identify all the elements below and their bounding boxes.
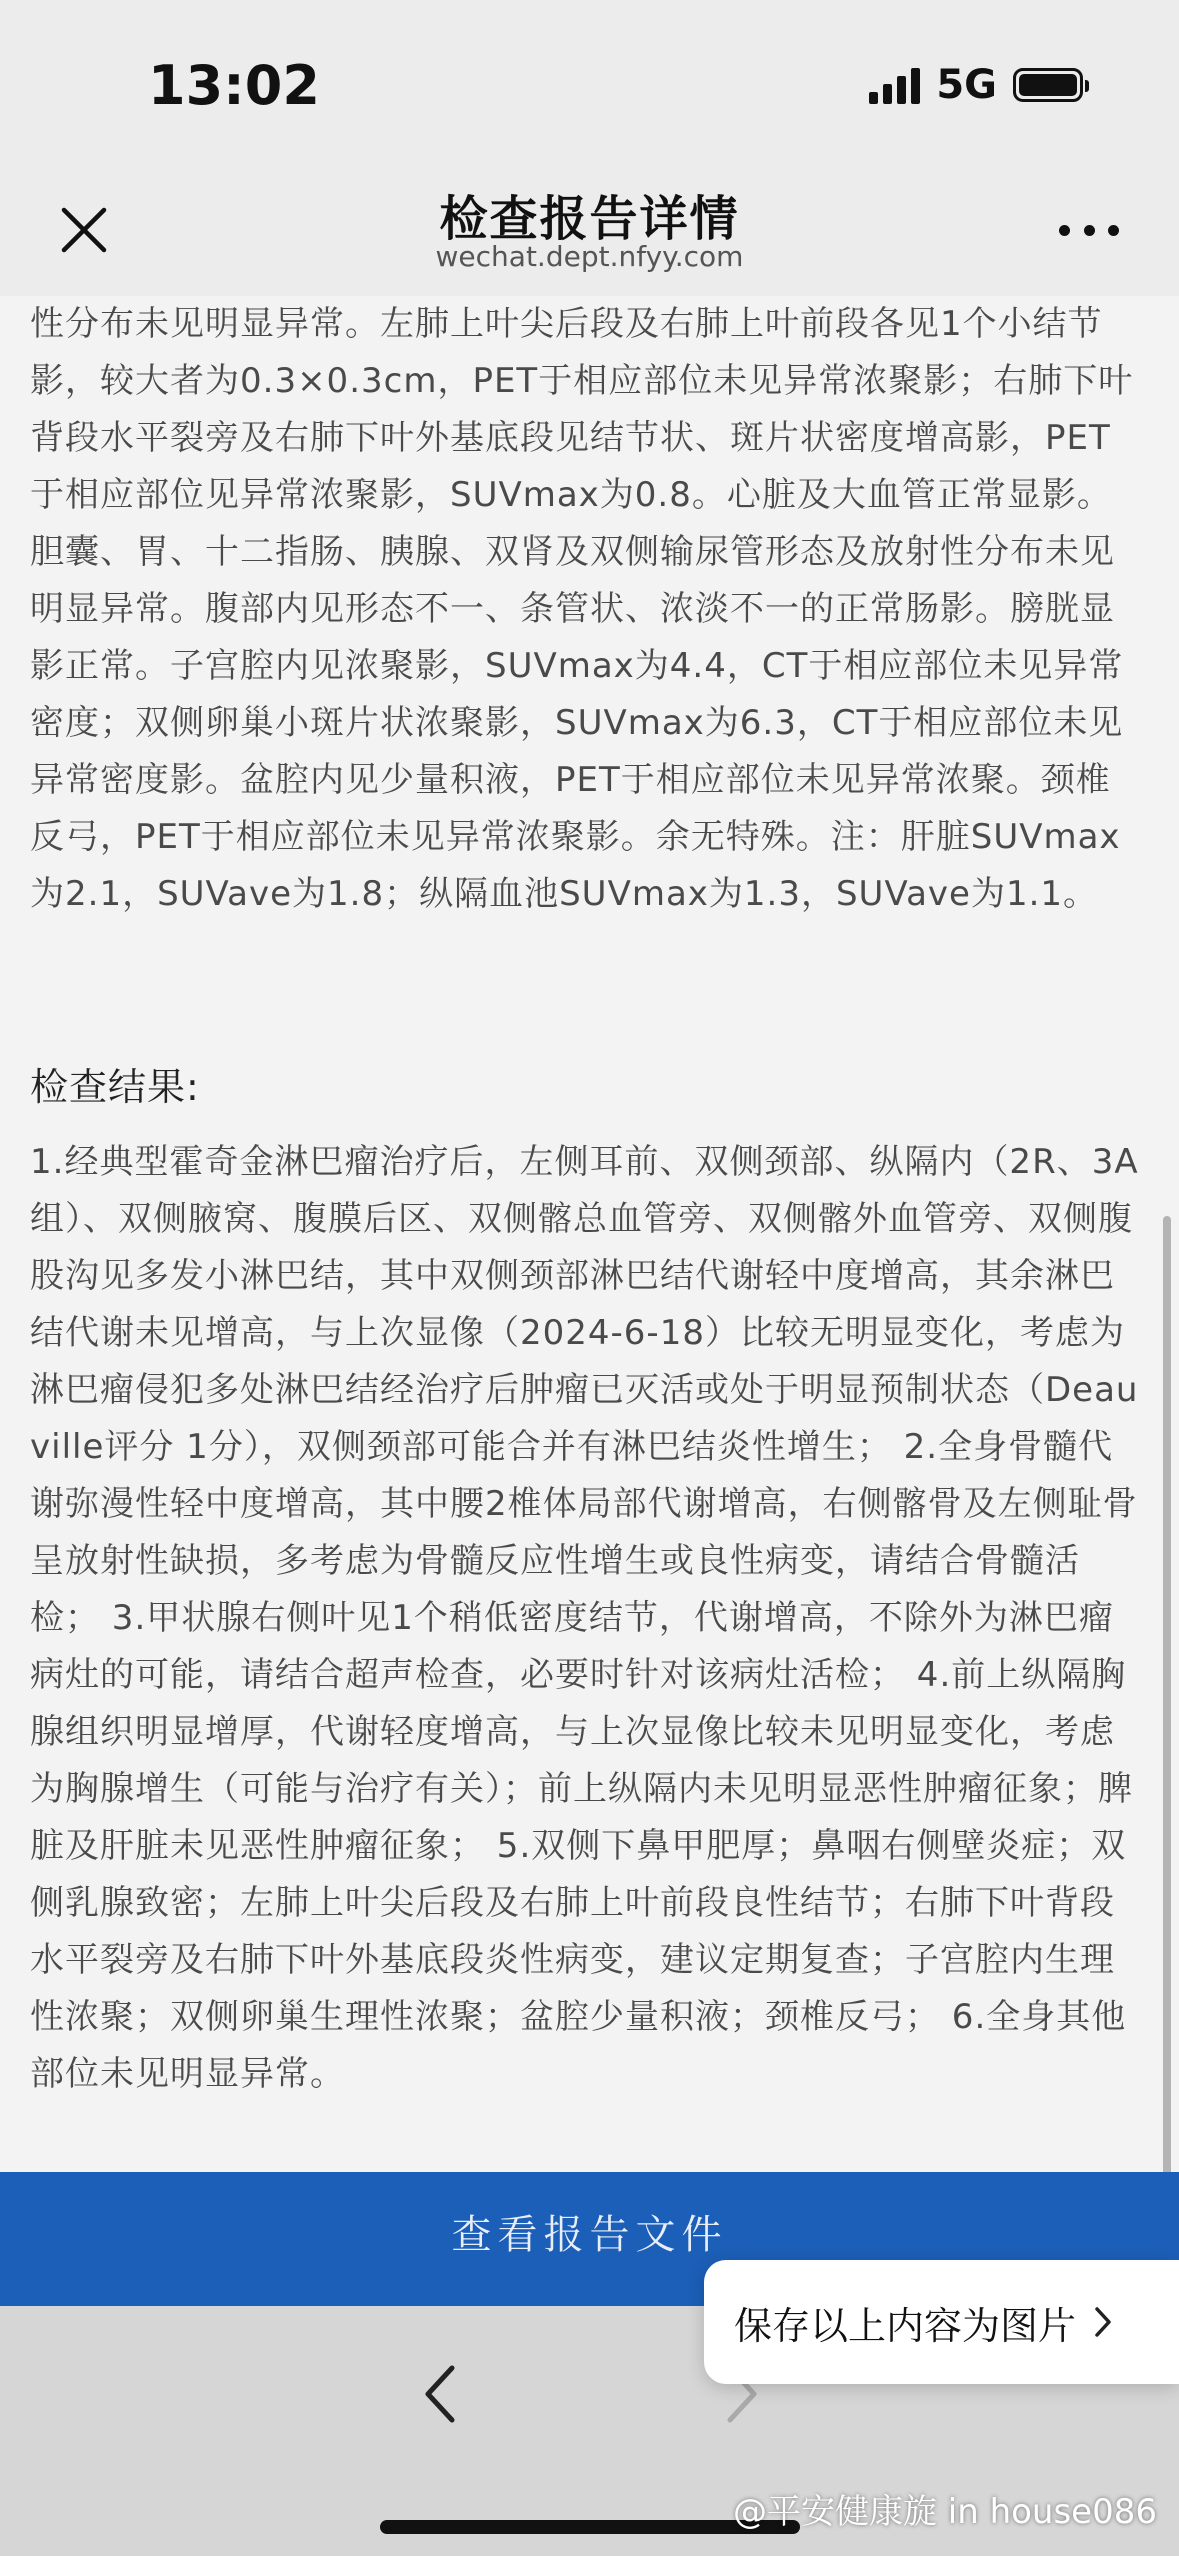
page-title: 检查报告详情 [439,191,740,247]
network-type: 5G [936,62,997,108]
page-domain: wechat.dept.nfyy.com [435,240,744,273]
result-heading: 检查结果: [30,1065,200,1109]
signal-icon [869,66,920,104]
save-as-image-label: 保存以上内容为图片 [734,2303,1077,2348]
chevron-right-icon [1092,2305,1114,2339]
result-text: 1.经典型霍奇金淋巴瘤治疗后，左侧耳前、双侧颈部、纵隔内（2R、3A组）、双侧腋窝、腹膜后区、双侧髂总血管旁、双侧髂外血管旁、双侧腹股沟见多发小淋巴结，其中双侧颈部淋巴结代谢轻中度增高，其余淋巴结代谢未见增高，与上次显像（2024-6-18）比较无明显变化，考虑为淋巴瘤侵犯多处淋巴结经治疗后肿瘤已灭活或处于明显预制状态（Deauville评分 1分），双侧颈部可能合并有淋巴结炎性增生； 2.全身骨髓代谢弥漫性轻中度增高，其中腰2椎体局部代谢增高，右侧髂骨及左侧耻骨呈放射性缺损，多考虑为骨髓反应性增生或良性病变，请结合骨髓活检； 3.甲状腺右侧叶见1个稍低密度结节，代谢增高，不除外为淋巴瘤病灶的可能，请结合超声检查，必要时针对该病灶活检； 4.前上纵隔胸腺组织明显增厚，代谢轻度增高，与上次显像比较未见明显变化，考虑为胸腺增生（可能与治疗有关）；前上纵隔内未见明显恶性肿瘤征象；脾脏及肝脏未见恶性肿瘤征象； 5.双侧下鼻甲肥厚；鼻咽右侧壁炎症；双侧乳腺致密；左肺上叶尖后段及右肺上叶前段良性结节；右肺下叶背段水平裂旁及右肺下叶外基底段炎性病变，建议定期复查；子宫腔内生理性浓聚；双侧卵巢生理性浓聚；盆腔少量积液；颈椎反弓； 6.全身其他部位未见明显异常。 [30,1142,1139,2094]
status-bar [0,0,1179,170]
nav-bar [0,170,1179,296]
more-icon[interactable] [1059,210,1119,250]
scrollbar[interactable] [1163,1216,1171,2172]
status-time: 13:02 [148,54,320,117]
back-arrow-icon[interactable] [410,2354,470,2434]
report-content[interactable] [0,296,1179,2172]
status-indicators [869,60,1083,110]
findings-text: 性分布未见明显异常。左肺上叶尖后段及右肺上叶前段各见1个小结节影，较大者为0.3×0.3cm，PET于相应部位未见异常浓聚影；右肺下叶背段水平裂旁及右肺下叶外基底段见结节状、斑片状密度增高影，PET于相应部位见异常浓聚影，SUVmax为0.8。心脏及大血管正常显影。胆囊、胃、十二指肠、胰腺、双肾及双侧输尿管形态及放射性分布未见明显异常。腹部内见形态不一、条管状、浓淡不一的正常肠影。膀胱显影正常。子宫腔内见浓聚影，SUVmax为4.4，CT于相应部位未见异常密度；双侧卵巢小斑片状浓聚影，SUVmax为6.3，CT于相应部位未见异常密度影。盆腔内见少量积液，PET于相应部位未见异常浓聚。颈椎反弓，PET于相应部位未见异常浓聚影。余无特殊。注：肝脏SUVmax为2.1，SUVave为1.8；纵隔血池SUVmax为1.3，SUVave为1.1。 [30,304,1134,914]
battery-icon [1013,68,1083,102]
view-report-file-button[interactable]: 查看报告文件 [0,2172,1179,2306]
save-as-image-popup[interactable] [704,2260,1179,2384]
watermark: @平安健康旋 in house086 [732,2492,1157,2532]
